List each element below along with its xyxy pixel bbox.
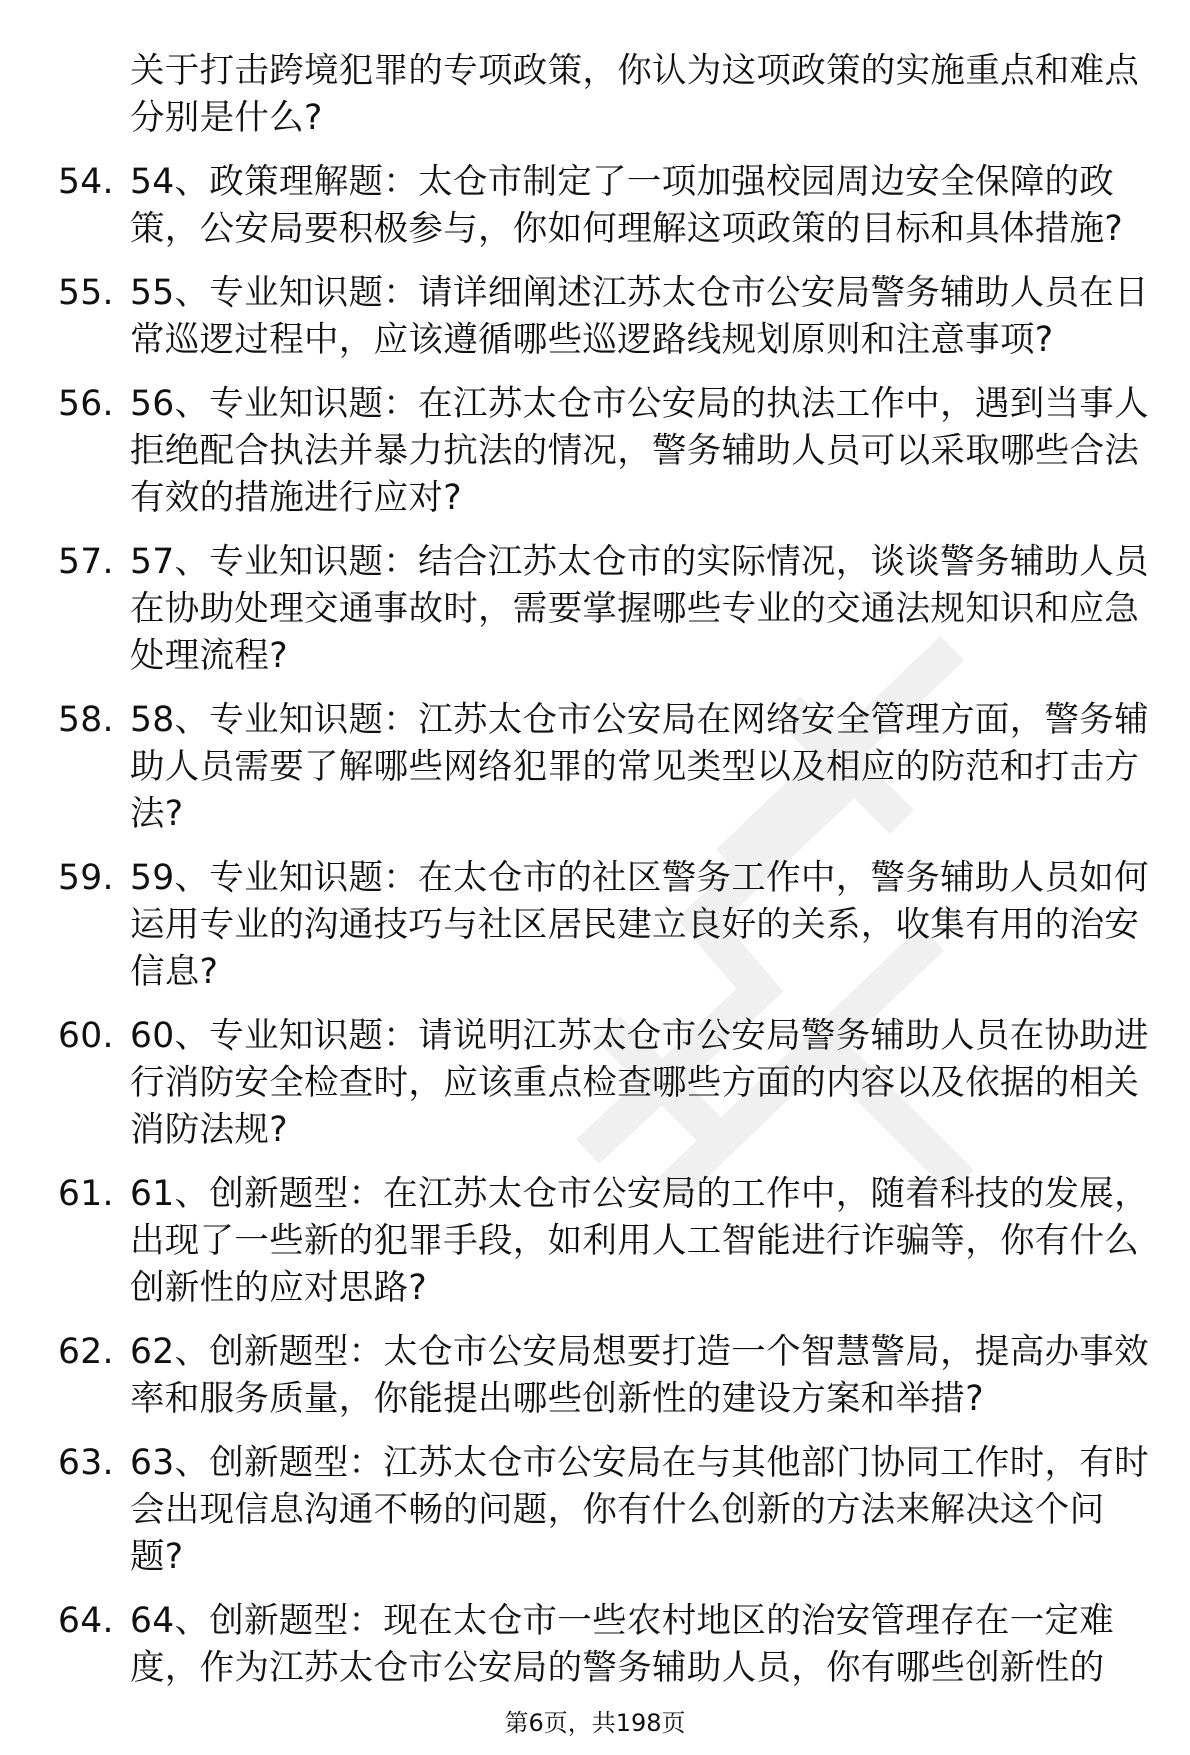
question-number: 61. bbox=[58, 1174, 114, 1214]
page-footer bbox=[0, 1708, 1190, 1738]
question-text: 64、创新题型：现在太仓市一些农村地区的治安管理存在一定难度，作为江苏太仓市公安局的警务辅助人员，你有哪些创新性的 bbox=[130, 1601, 1115, 1688]
question-number: 54. bbox=[58, 162, 114, 202]
question-item bbox=[0, 270, 1190, 364]
question-text: 60、专业知识题：请说明江苏太仓市公安局警务辅助人员在协助进行消防安全检查时，应该重点检查哪些方面的内容以及依据的相关消防法规? bbox=[130, 1016, 1149, 1150]
question-item bbox=[0, 1329, 1190, 1423]
question-item bbox=[0, 697, 1190, 838]
question-text: 54、政策理解题：太仓市制定了一项加强校园周边安全保障的政策，公安局要积极参与，你如何理解这项政策的目标和具体措施? bbox=[130, 162, 1124, 249]
question-number: 64. bbox=[58, 1601, 114, 1641]
question-number: 55. bbox=[58, 273, 114, 313]
question-item bbox=[0, 1171, 1190, 1312]
question-text: 59、专业知识题：在太仓市的社区警务工作中，警务辅助人员如何运用专业的沟通技巧与社区居民建立良好的关系，收集有用的治安信息? bbox=[130, 858, 1149, 992]
question-continuation bbox=[0, 48, 1190, 142]
question-item bbox=[0, 1440, 1190, 1581]
question-item bbox=[0, 539, 1190, 680]
question-text: 58、专业知识题：江苏太仓市公安局在网络安全管理方面，警务辅助人员需要了解哪些网络犯罪的常见类型以及相应的防范和打击方法? bbox=[130, 700, 1149, 834]
question-item bbox=[0, 1598, 1190, 1692]
question-text: 57、专业知识题：结合江苏太仓市的实际情况，谈谈警务辅助人员在协助处理交通事故时，需要掌握哪些专业的交通法规知识和应急处理流程? bbox=[130, 542, 1149, 676]
question-number: 62. bbox=[58, 1332, 114, 1372]
question-item bbox=[0, 381, 1190, 522]
question-number: 58. bbox=[58, 700, 114, 740]
continuation-text: 关于打击跨境犯罪的专项政策，你认为这项政策的实施重点和难点分别是什么? bbox=[130, 51, 1140, 138]
page-number-label: 第6页，共198页 bbox=[504, 1709, 686, 1737]
document-body bbox=[0, 48, 1190, 1709]
question-number: 60. bbox=[58, 1016, 114, 1056]
question-number: 59. bbox=[58, 858, 114, 898]
question-text: 55、专业知识题：请详细阐述江苏太仓市公安局警务辅助人员在日常巡逻过程中，应该遵循哪些巡逻路线规划原则和注意事项? bbox=[130, 273, 1149, 360]
question-text: 61、创新题型：在江苏太仓市公安局的工作中，随着科技的发展，出现了一些新的犯罪手段，如利用人工智能进行诈骗等，你有什么创新性的应对思路? bbox=[130, 1174, 1149, 1308]
question-item bbox=[0, 855, 1190, 996]
question-text: 62、创新题型：太仓市公安局想要打造一个智慧警局，提高办事效率和服务质量，你能提出哪些创新性的建设方案和举措? bbox=[130, 1332, 1149, 1419]
question-item bbox=[0, 159, 1190, 253]
question-number: 57. bbox=[58, 542, 114, 582]
question-number: 56. bbox=[58, 384, 114, 424]
question-text: 63、创新题型：江苏太仓市公安局在与其他部门协同工作时，有时会出现信息沟通不畅的问题，你有什么创新的方法来解决这个问题? bbox=[130, 1443, 1149, 1577]
question-text: 56、专业知识题：在江苏太仓市公安局的执法工作中，遇到当事人拒绝配合执法并暴力抗法的情况，警务辅助人员可以采取哪些合法有效的措施进行应对? bbox=[130, 384, 1149, 518]
question-item bbox=[0, 1013, 1190, 1154]
question-number: 63. bbox=[58, 1443, 114, 1483]
